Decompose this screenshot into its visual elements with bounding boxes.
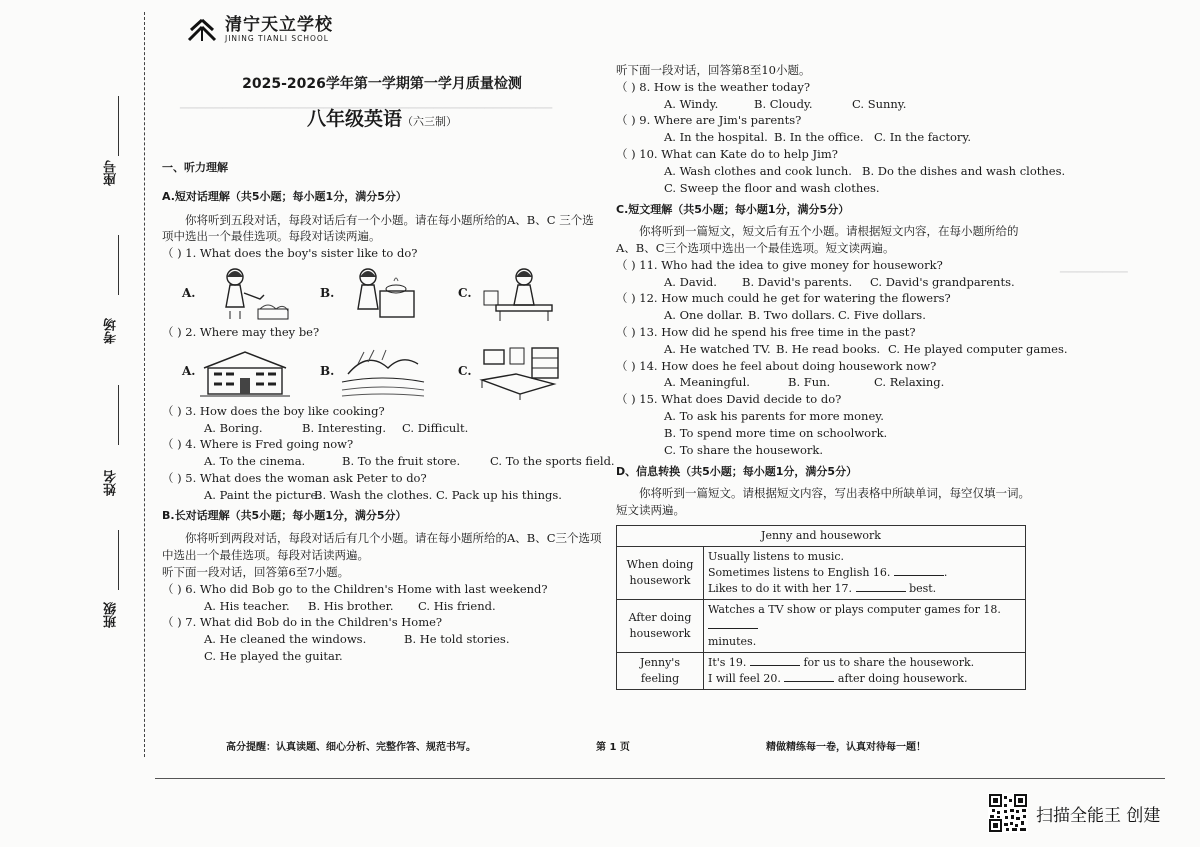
school-building-icon[interactable] bbox=[200, 344, 290, 400]
bleed-through-text: ▁▁▁▁▁▁▁▁▁▁▁▁▁▁▁▁▁▁▁▁▁▁▁▁▁▁▁▁▁▁▁▁▁▁▁▁▁▁▁▁▁▁▁▁ bbox=[180, 96, 553, 109]
girl-cooking-icon[interactable] bbox=[338, 265, 428, 321]
question-2: （ ) 2. Where may they be? bbox=[162, 324, 320, 339]
part-b-title: B.长对话理解（共5小题；每小题1分，满分5分） bbox=[162, 508, 407, 522]
girl-watering-flowers-icon[interactable] bbox=[200, 265, 290, 321]
option-label: B. bbox=[320, 285, 335, 300]
bedroom-icon[interactable] bbox=[476, 344, 566, 400]
blank-18[interactable] bbox=[708, 618, 758, 629]
q10-option-c[interactable]: C. Sweep the floor and wash clothes. bbox=[664, 180, 880, 195]
q4-option-a[interactable]: A. To the cinema. bbox=[204, 454, 306, 469]
table-cell bbox=[704, 546, 1026, 599]
q10-option-b[interactable]: B. Do the dishes and wash clothes. bbox=[862, 163, 1066, 178]
part-d-intro: 你将听到一篇短文。请根据短文内容，写出表格中所缺单词，每空仅填一词。短文读两遍。 bbox=[616, 486, 1030, 517]
question-13: （ ) 13. How did he spend his free time in the past? bbox=[616, 324, 916, 339]
question-3: （ ) 3. How does the boy like cooking? bbox=[162, 403, 385, 418]
q5-option-a[interactable]: A. Paint the picture. bbox=[204, 487, 322, 502]
question-11: （ ) 11. Who had the idea to give money for housework? bbox=[616, 257, 943, 272]
q6-option-c[interactable]: C. His friend. bbox=[418, 598, 496, 613]
bottom-rule bbox=[155, 778, 1165, 779]
right-column bbox=[616, 62, 1068, 690]
table-text: for us to share the housework. bbox=[803, 655, 975, 669]
table-row-label: When doing housework bbox=[617, 546, 704, 599]
question-8: （ ) 8. How is the weather today? bbox=[616, 79, 811, 94]
q10-option-a[interactable]: A. Wash clothes and cook lunch. bbox=[664, 163, 852, 178]
question-12: （ ) 12. How much could he get for watering the flowers? bbox=[616, 291, 951, 306]
table-text: Watches a TV show or plays computer games for 18. bbox=[708, 602, 1001, 616]
info-table bbox=[616, 525, 1026, 690]
table-text: best. bbox=[909, 581, 937, 595]
question-6: （ ) 6. Who did Bob go to the Children's Home with last weekend? bbox=[162, 581, 548, 596]
question-15: （ ) 15. What does David decide to do? bbox=[616, 392, 842, 407]
park-landscape-icon[interactable] bbox=[338, 344, 428, 400]
part-d-title: D、信息转换（共5小题；每小题1分，满分5分） bbox=[616, 465, 858, 479]
q3-option-c[interactable]: C. Difficult. bbox=[402, 420, 469, 435]
question-1: （ ) 1. What does the boy's sister like to do? bbox=[162, 246, 418, 261]
table-line bbox=[708, 602, 1021, 634]
q15-option-c[interactable]: C. To share the housework. bbox=[664, 442, 824, 457]
room-write-line bbox=[118, 235, 119, 295]
q11-options bbox=[616, 274, 1036, 291]
q5-options bbox=[162, 487, 602, 504]
q13-option-c[interactable]: C. He played computer games. bbox=[888, 341, 1068, 356]
table-line: minutes. bbox=[708, 634, 757, 648]
left-column bbox=[162, 160, 615, 665]
side-label-seat: 座号 bbox=[104, 160, 119, 186]
side-label-class: 班级 bbox=[104, 602, 119, 628]
part-a-title: A.短对话理解（共5小题；每小题1分，满分5分） bbox=[162, 189, 407, 203]
option-label: B. bbox=[320, 364, 335, 379]
q12-option-a[interactable]: A. One dollar. bbox=[664, 308, 744, 323]
school-name-cn: 清宁天立学校 bbox=[225, 15, 333, 35]
name-write-line bbox=[118, 385, 119, 445]
part-b-listen-2: 听下面一段对话，回答第8至10小题。 bbox=[616, 63, 811, 77]
q3-option-b[interactable]: B. Interesting. bbox=[302, 420, 387, 435]
q3-option-a[interactable]: A. Boring. bbox=[204, 420, 263, 435]
blank-17[interactable] bbox=[856, 581, 906, 592]
question-14: （ ) 14. How does he feel about doing housework now? bbox=[616, 358, 937, 373]
q8-options bbox=[616, 96, 1036, 113]
table-line: Usually listens to music. bbox=[708, 549, 845, 563]
blank-20[interactable] bbox=[784, 671, 834, 682]
part-b-listen-1: 听下面一段对话，回答第6至7小题。 bbox=[162, 564, 350, 579]
table-text: Likes to do it with her 17. bbox=[708, 581, 853, 595]
q2-picture-row bbox=[182, 341, 602, 403]
girl-at-desk-icon[interactable] bbox=[476, 265, 566, 321]
table-text: I will feel 20. bbox=[708, 671, 781, 685]
school-name-en: JINING TIANLI SCHOOL bbox=[225, 34, 329, 43]
q8-option-c[interactable]: C. Sunny. bbox=[852, 96, 907, 111]
q6-options bbox=[162, 598, 602, 615]
scanner-brand bbox=[988, 793, 1160, 833]
table-header: Jenny and housework bbox=[617, 525, 1026, 546]
q9-option-a[interactable]: A. In the hospital. bbox=[664, 130, 768, 145]
q13-option-b[interactable]: B. He read books. bbox=[776, 341, 881, 356]
table-text: It's 19. bbox=[708, 655, 747, 669]
footer-reminder: 高分提醒：认真读题、细心分析、完整作答、规范书写。 bbox=[226, 742, 476, 753]
table-text: . bbox=[943, 565, 948, 579]
table-line bbox=[708, 671, 1021, 687]
q9-option-c[interactable]: C. In the factory. bbox=[874, 130, 972, 145]
q11-option-a[interactable]: A. David. bbox=[664, 274, 717, 289]
q7-options bbox=[162, 631, 602, 648]
subject-note: （六三制） bbox=[402, 115, 457, 128]
option-label: C. bbox=[458, 285, 472, 300]
question-4: （ ) 4. Where is Fred going now? bbox=[162, 437, 354, 452]
q13-options bbox=[616, 341, 1068, 358]
footer-slogan: 精做精练每一卷，认真对待每一题！ bbox=[766, 742, 926, 753]
subject-title bbox=[162, 104, 602, 131]
q13-option-a[interactable]: A. He watched TV. bbox=[664, 341, 771, 356]
table-row-label: After doing housework bbox=[617, 599, 704, 652]
page-number: 第 1 页 bbox=[596, 742, 630, 753]
q8-option-b[interactable]: B. Cloudy. bbox=[754, 96, 813, 111]
binding-dashed-line bbox=[144, 12, 145, 757]
section-title: 一、听力理解 bbox=[162, 161, 228, 174]
q15-option-a[interactable]: A. To ask his parents for more money. bbox=[664, 408, 884, 423]
table-line bbox=[708, 581, 1021, 597]
blank-19[interactable] bbox=[750, 655, 800, 666]
table-cell bbox=[704, 652, 1026, 689]
q5-option-c[interactable]: C. Pack up his things. bbox=[436, 487, 562, 502]
part-c-title: C.短文理解（共5小题；每小题1分，满分5分） bbox=[616, 203, 850, 217]
q11-option-b[interactable]: B. David's parents. bbox=[742, 274, 853, 289]
school-emblem-icon bbox=[185, 17, 219, 43]
q5-option-b[interactable]: B. Wash the clothes. bbox=[314, 487, 433, 502]
q1-picture-row bbox=[182, 262, 602, 324]
table-line bbox=[708, 655, 1021, 671]
q14-option-b[interactable]: B. Fun. bbox=[788, 375, 831, 390]
qr-code-icon bbox=[988, 793, 1028, 833]
table-text: after doing housework. bbox=[837, 671, 968, 685]
class-write-line bbox=[118, 530, 119, 590]
q9-option-b[interactable]: B. In the office. bbox=[774, 130, 864, 145]
school-logo bbox=[185, 16, 333, 43]
q7-option-b[interactable]: B. He told stories. bbox=[404, 632, 510, 647]
option-label: C. bbox=[458, 364, 472, 379]
side-label-room: 考场 bbox=[104, 318, 119, 344]
q12-option-b[interactable]: B. Two dollars. bbox=[748, 308, 835, 323]
q9-options bbox=[616, 129, 1036, 146]
bleed-through-text: ▁▁▁▁▁▁▁▁ bbox=[1060, 260, 1128, 273]
table-cell bbox=[704, 599, 1026, 652]
blank-16[interactable] bbox=[894, 565, 944, 576]
q14-option-a[interactable]: A. Meaningful. bbox=[664, 375, 750, 390]
exam-title: 2025-2026学年第一学期第一学月质量检测 bbox=[242, 76, 522, 92]
part-b-intro: 你将听到两段对话，每段对话后有几个小题。请在每小题所给的A、B、C三个选项中选出一个最佳选项。每段对话读两遍。 bbox=[162, 531, 602, 563]
q3-options bbox=[162, 420, 602, 437]
q4-option-c[interactable]: C. To the sports field. bbox=[490, 454, 615, 469]
q11-option-c[interactable]: C. David's grandparents. bbox=[870, 274, 1015, 289]
q7-option-a[interactable]: A. He cleaned the windows. bbox=[204, 632, 367, 647]
side-label-name: 姓名 bbox=[104, 470, 119, 496]
question-7: （ ) 7. What did Bob do in the Children's Home? bbox=[162, 615, 443, 630]
part-c-intro: 你将听到一篇短文，短文后有五个小题。请根据短文内容，在每小题所给的A、B、C三个选项中选出一个最佳选项。短文读两遍。 bbox=[616, 224, 1019, 255]
q6-option-b[interactable]: B. His brother. bbox=[308, 598, 394, 613]
q12-option-c[interactable]: C. Five dollars. bbox=[838, 308, 926, 323]
q15-option-b[interactable]: B. To spend more time on schoolwork. bbox=[664, 425, 888, 440]
q7-option-c[interactable]: C. He played the guitar. bbox=[204, 648, 343, 663]
q14-options bbox=[616, 374, 1036, 391]
question-9: （ ) 9. Where are Jim's parents? bbox=[616, 113, 802, 128]
question-10: （ ) 10. What can Kate do to help Jim? bbox=[616, 146, 838, 161]
part-a-intro: 你将听到五段对话，每段对话后有一个小题。请在每小题所给的A、B、C 三个选项中选出一个最佳选项。每段对话读两遍。 bbox=[162, 212, 594, 244]
q4-option-b[interactable]: B. To the fruit store. bbox=[342, 454, 461, 469]
option-label: A. bbox=[182, 364, 196, 379]
q14-option-c[interactable]: C. Relaxing. bbox=[874, 375, 945, 390]
table-text: Sometimes listens to English 16. bbox=[708, 565, 891, 579]
table-row-label: Jenny's feeling bbox=[617, 652, 704, 689]
q4-options bbox=[162, 453, 615, 470]
seat-write-line bbox=[118, 96, 119, 156]
question-5: （ ) 5. What does the woman ask Peter to do? bbox=[162, 470, 427, 485]
table-line bbox=[708, 565, 1021, 581]
q10-options bbox=[616, 163, 1066, 180]
brand-text: 扫描全能王 创建 bbox=[1036, 805, 1161, 826]
option-label: A. bbox=[182, 285, 196, 300]
q8-option-a[interactable]: A. Windy. bbox=[664, 96, 719, 111]
q6-option-a[interactable]: A. His teacher. bbox=[204, 598, 290, 613]
subject-name: 八年级英语 bbox=[306, 108, 402, 130]
q12-options bbox=[616, 307, 1036, 324]
